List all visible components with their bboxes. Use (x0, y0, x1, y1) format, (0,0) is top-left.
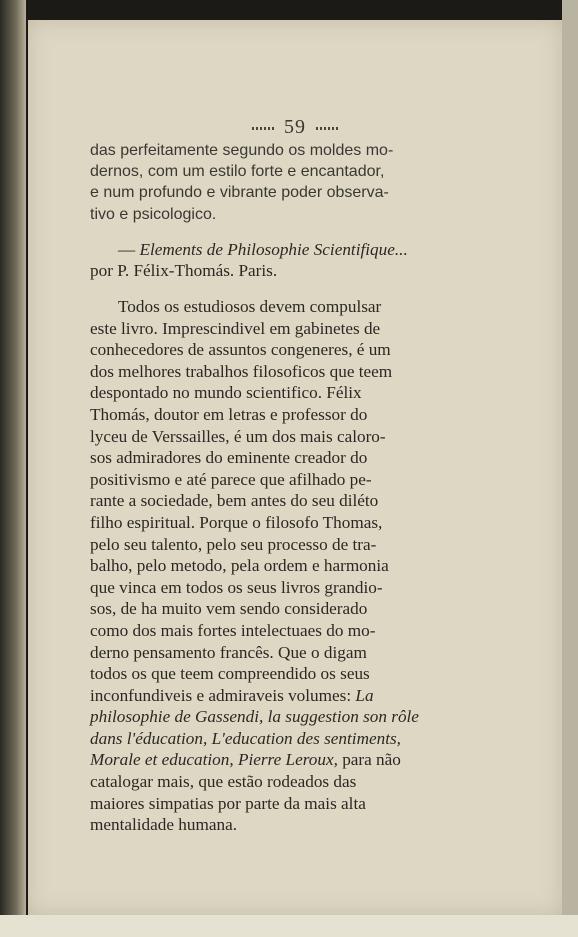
text-line: e num profundo e vibrante poder observa- (90, 184, 389, 202)
page-number-text: 59 (284, 116, 306, 138)
text-line: tivo e psicologico. (90, 205, 217, 223)
page-bottom-edge (0, 915, 578, 937)
text-line: mentalidade humana. (90, 815, 237, 835)
book-titles-line: dans l'éducation, L'education des sentiments, (90, 728, 401, 748)
text-line: conhecedores de assuntos congeneres, é um (90, 340, 391, 360)
book-titles-segment: Morale et education, Pierre Leroux, (90, 750, 338, 770)
book-titles-line: philosophie de Gassendi, la suggestion son rôle (90, 707, 419, 727)
text-line: lyceu de Verssailles, é um dos mais caloro- (90, 426, 386, 446)
text-line: filho espiritual. Porque o filosofo Thomas, (90, 512, 383, 532)
citation-author: por P. Félix-Thomás. Paris. (90, 261, 278, 281)
paragraph-2 (90, 239, 428, 282)
text-line: positivismo e até parece que afilhado pe- (90, 469, 372, 489)
text-line: maiores simpatias por parte da mais alta (90, 793, 366, 813)
text-line: catalogar mais, que estão rodeados das (90, 772, 357, 792)
book-gutter (0, 0, 26, 937)
text-line: rante a sociedade, bem antes do seu diléto (90, 491, 379, 511)
text-line: despontado no mundo scientifico. Félix (90, 383, 362, 403)
text-line: sos, de ha muito vem sendo considerado (90, 599, 368, 619)
text-line: sos admiradores do eminente creador do (90, 448, 368, 468)
paragraph-1 (90, 140, 428, 225)
citation-dash: — (118, 239, 136, 259)
text-line: este livro. Imprescindivel em gabinetes de (90, 318, 381, 338)
text-line: dernos, com um estilo forte e encantador, (90, 163, 385, 181)
citation-line (90, 239, 428, 261)
text-segment: inconfundiveis e admiraveis volumes: (90, 685, 352, 705)
ornament-left-icon (252, 127, 274, 130)
text-line: que vinca em todos os seus livros grandio- (90, 577, 383, 597)
text-line: como dos mais fortes intelectuaes do mo- (90, 620, 376, 640)
text-line: Thomás, doutor em letras e professor do (90, 404, 368, 424)
text-line: Todos os estudiosos devem compulsar (118, 297, 382, 316)
text-line: derno pensamento francês. Que o digam (90, 642, 367, 662)
text-line: todos os que teem compreendido os seus (90, 664, 370, 684)
text-segment: para não (342, 750, 401, 770)
text-line: balho, pelo metodo, pela ordem e harmonia (90, 556, 389, 576)
body-text (90, 140, 428, 836)
citation-title: Elements de Philosophie Scientifique... (139, 239, 408, 259)
page-number (28, 116, 562, 139)
ornament-right-icon (316, 127, 338, 130)
text-line: dos melhores trabalhos filosoficos que teem (90, 361, 393, 381)
text-line (90, 685, 428, 707)
book-title: La (355, 685, 374, 705)
text-line: pelo seu talento, pelo seu processo de tra- (90, 534, 377, 554)
text-line: das perfeitamente segundo os moldes mo- (90, 142, 394, 159)
paragraph-3 (90, 296, 428, 836)
text-line (90, 749, 428, 771)
page-edge (562, 0, 578, 937)
